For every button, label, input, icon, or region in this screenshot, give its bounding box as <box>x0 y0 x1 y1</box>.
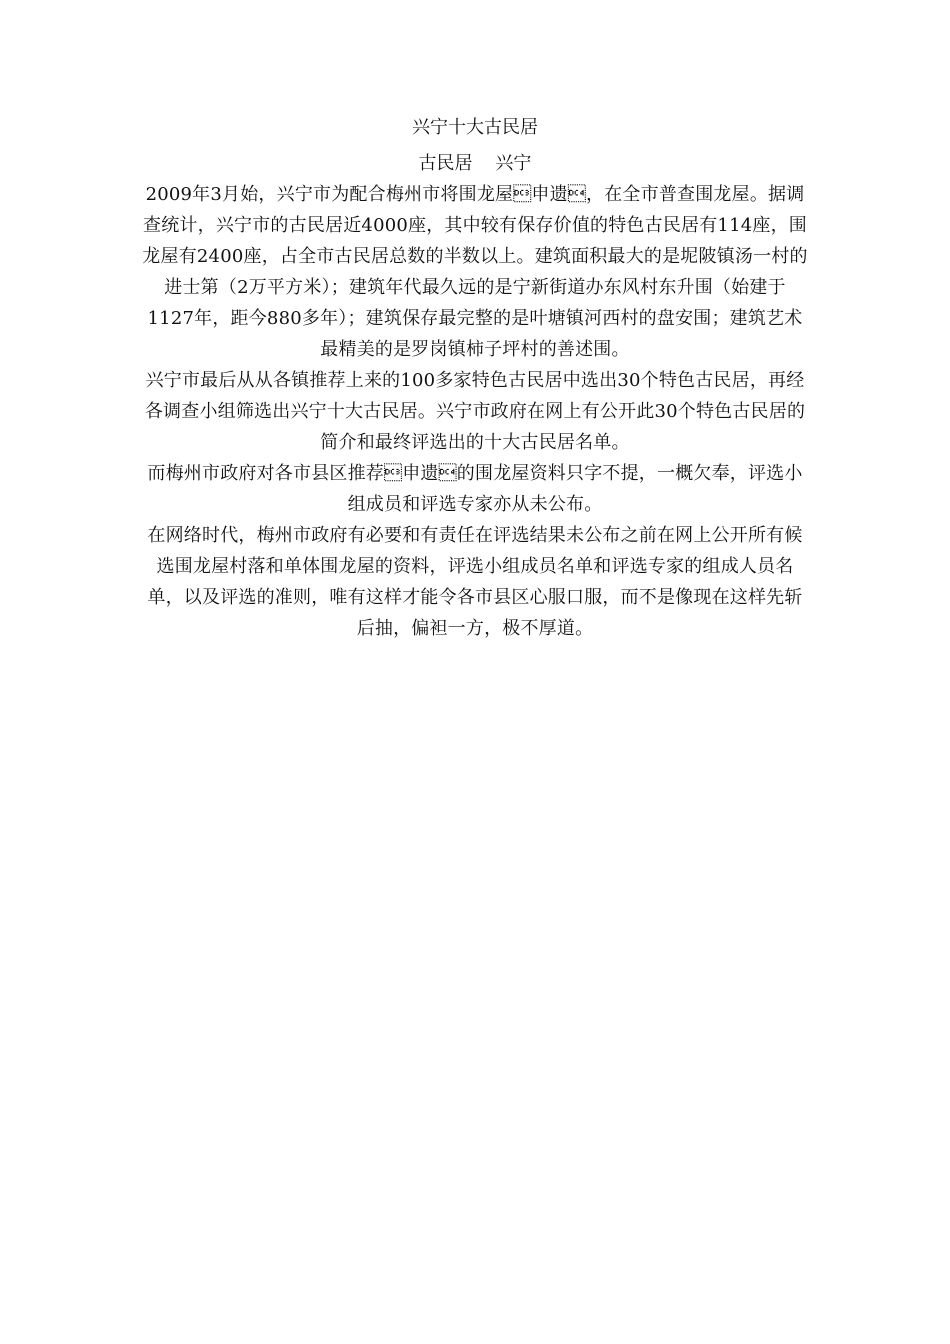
paragraph-conclusion: 在网络时代，梅州市政府有必要和有责任在评选结果未公布之前在网上公开所有候选围龙屋村落和单体围龙屋的资料，评选小组成员名单和评选专家的组成人员名单，以及评选的准则，唯有这样才能令各市县区心服口服，而不是像现在这样先斩后抽，偏袒一方，极不厚道。 <box>147 525 803 639</box>
document-subtitle: 古民居 兴宁 <box>418 153 532 174</box>
document-title: 兴宁十大古民居 <box>412 117 538 138</box>
paragraph-selection: 兴宁市最后从从各镇推荐上来的100多家特色古民居中选出30个特色古民居，再经各调查小组筛选出兴宁十大古民居。兴宁市政府在网上有公开此30个特色古民居的简介和最终评选出的十大古民居名单。 <box>144 370 806 453</box>
paragraph-survey: 2009年3月始，兴宁市为配合梅州市将围龙屋申遗，在全市普查围龙屋。据调查统计，兴宁市的古民居近4000座，其中较有保存价值的特色古民居有114座，围龙屋有2400座，占全市古民居总数的半数以上。建筑面积最大的是坭陂镇汤一村的进士第（2万平方米）；建筑年代最久远的是宁新街道办东风村东升围（始建于1127年，距今880多年）；建筑保存最完整的是叶塘镇河西村的盘安围；建筑艺术最精美的是罗岗镇柿子坪村的善述围。 <box>142 184 808 360</box>
document-body <box>142 113 808 644</box>
paragraph-meizhou: 而梅州市政府对各市县区推荐申遗的围龙屋资料只字不提，一概欠奉，评选小组成员和评选专家亦从未公布。 <box>147 463 803 515</box>
